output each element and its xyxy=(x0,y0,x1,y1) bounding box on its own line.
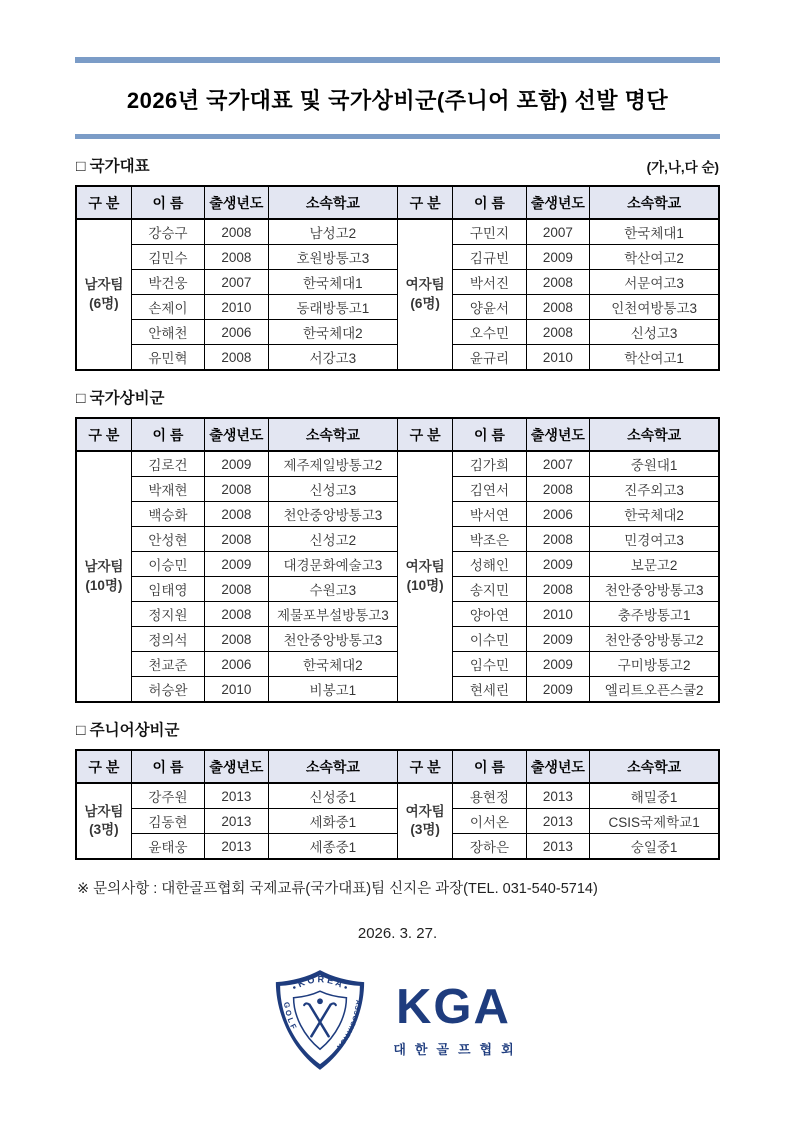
player-name-cell: 김로건 xyxy=(131,451,204,477)
player-name-cell: 백승화 xyxy=(131,502,204,527)
birth-year-cell: 2008 xyxy=(205,477,269,502)
birth-year-cell: 2013 xyxy=(205,809,269,834)
birth-year-cell: 2008 xyxy=(205,527,269,552)
school-cell: 한국체대1 xyxy=(268,270,397,295)
birth-year-cell: 2008 xyxy=(526,295,590,320)
school-cell: 엘리트오픈스쿨2 xyxy=(590,677,719,703)
section-title: □ 주니어상비군 xyxy=(76,722,180,739)
player-name-cell: 임태영 xyxy=(131,577,204,602)
school-cell: 중원대1 xyxy=(590,451,719,477)
column-header: 출생년도 xyxy=(205,418,269,451)
top-rule xyxy=(75,57,720,63)
player-name-cell: 천교준 xyxy=(131,652,204,677)
player-name-cell: 강주원 xyxy=(131,783,204,809)
player-name-cell: 정의석 xyxy=(131,627,204,652)
column-header: 소속학교 xyxy=(590,750,719,783)
sort-order-note: (가,나,다 순) xyxy=(646,160,719,175)
school-cell: 충주방통고1 xyxy=(590,602,719,627)
school-cell: 학산여고2 xyxy=(590,245,719,270)
team-group-cell xyxy=(76,451,131,702)
column-header: 출생년도 xyxy=(526,186,590,219)
school-cell: CSIS국제학교1 xyxy=(590,809,719,834)
birth-year-cell: 2008 xyxy=(526,270,590,295)
birth-year-cell: 2010 xyxy=(526,602,590,627)
school-cell: 신성중1 xyxy=(268,783,397,809)
birth-year-cell: 2013 xyxy=(205,783,269,809)
birth-year-cell: 2007 xyxy=(526,451,590,477)
player-name-cell: 허승완 xyxy=(131,677,204,703)
school-cell: 한국체대1 xyxy=(590,219,719,245)
school-cell: 신성고3 xyxy=(268,477,397,502)
player-name-cell: 강승구 xyxy=(131,219,204,245)
title-rule xyxy=(75,134,720,139)
roster-row xyxy=(76,783,719,809)
section-title: □ 국가상비군 xyxy=(76,390,165,407)
player-name-cell: 이서온 xyxy=(453,809,526,834)
team-label: 남자팀 xyxy=(84,559,124,575)
birth-year-cell: 2013 xyxy=(526,783,590,809)
team-group-cell xyxy=(76,219,131,370)
birth-year-cell: 2009 xyxy=(526,552,590,577)
shield-text-association: ASSOCIATION xyxy=(334,999,362,1051)
school-cell: 신성고2 xyxy=(268,527,397,552)
team-group-cell xyxy=(397,783,452,859)
national-team-table xyxy=(75,185,720,371)
player-name-cell: 김동현 xyxy=(131,809,204,834)
section-head-national-reserve xyxy=(76,386,719,408)
player-name-cell: 박서진 xyxy=(453,270,526,295)
birth-year-cell: 2009 xyxy=(205,451,269,477)
team-group-cell xyxy=(397,219,452,370)
column-header: 구 분 xyxy=(76,750,131,783)
birth-year-cell: 2010 xyxy=(205,677,269,703)
kga-wordmark xyxy=(384,979,523,1058)
table-header-row xyxy=(76,418,719,451)
column-header: 이 름 xyxy=(131,186,204,219)
column-header: 출생년도 xyxy=(205,750,269,783)
table-header-row xyxy=(76,750,719,783)
table-header-row xyxy=(76,186,719,219)
column-header: 구 분 xyxy=(76,186,131,219)
birth-year-cell: 2008 xyxy=(526,477,590,502)
school-cell: 진주외고3 xyxy=(590,477,719,502)
school-cell: 제물포부설방통고3 xyxy=(268,602,397,627)
column-header: 출생년도 xyxy=(205,186,269,219)
birth-year-cell: 2007 xyxy=(526,219,590,245)
school-cell: 호원방통고3 xyxy=(268,245,397,270)
national-reserve-table xyxy=(75,417,720,703)
player-name-cell: 임수민 xyxy=(453,652,526,677)
team-label: 남자팀 xyxy=(84,803,124,819)
player-name-cell: 정지원 xyxy=(131,602,204,627)
school-cell: 구미방통고2 xyxy=(590,652,719,677)
team-count: (10명) xyxy=(406,577,444,593)
birth-year-cell: 2008 xyxy=(205,345,269,371)
birth-year-cell: 2013 xyxy=(526,809,590,834)
column-header: 이 름 xyxy=(453,750,526,783)
birth-year-cell: 2008 xyxy=(205,577,269,602)
school-cell: 천안중앙방통고2 xyxy=(590,627,719,652)
team-group-cell xyxy=(397,451,452,702)
player-name-cell: 박조은 xyxy=(453,527,526,552)
column-header: 이 름 xyxy=(453,186,526,219)
school-cell: 민경여고3 xyxy=(590,527,719,552)
school-cell: 한국체대2 xyxy=(268,652,397,677)
school-cell: 세화중1 xyxy=(268,809,397,834)
player-name-cell: 김가희 xyxy=(453,451,526,477)
birth-year-cell: 2008 xyxy=(526,577,590,602)
kga-org-name: 대한골프협회 xyxy=(393,1041,523,1057)
player-name-cell: 현세린 xyxy=(453,677,526,703)
birth-year-cell: 2013 xyxy=(205,834,269,860)
column-header: 소속학교 xyxy=(590,418,719,451)
document-date: 2026. 3. 27. xyxy=(357,925,438,942)
player-name-cell: 구민지 xyxy=(453,219,526,245)
player-name-cell: 유민혁 xyxy=(131,345,204,371)
school-cell: 숭일중1 xyxy=(590,834,719,860)
player-name-cell: 이수민 xyxy=(453,627,526,652)
player-name-cell: 송지민 xyxy=(453,577,526,602)
column-header: 소속학교 xyxy=(268,750,397,783)
team-group-cell xyxy=(76,783,131,859)
player-name-cell: 이승민 xyxy=(131,552,204,577)
player-name-cell: 성해인 xyxy=(453,552,526,577)
player-name-cell: 김규빈 xyxy=(453,245,526,270)
school-cell: 신성고3 xyxy=(590,320,719,345)
section-head-junior-reserve xyxy=(76,718,719,740)
player-name-cell: 윤태웅 xyxy=(131,834,204,860)
column-header: 이 름 xyxy=(131,418,204,451)
team-label: 여자팀 xyxy=(405,277,445,293)
junior-reserve-table xyxy=(75,749,720,860)
birth-year-cell: 2008 xyxy=(526,320,590,345)
player-name-cell: 손제이 xyxy=(131,295,204,320)
team-count: (3명) xyxy=(410,822,440,837)
school-cell: 서문여고3 xyxy=(590,270,719,295)
player-name-cell: 안성현 xyxy=(131,527,204,552)
page-title: 2026년 국가대표 및 국가상비군(주니어 포함) 선발 명단 xyxy=(126,88,669,113)
shield-text-golf: GOLF xyxy=(282,1001,300,1033)
birth-year-cell: 2008 xyxy=(205,219,269,245)
school-cell: 한국체대2 xyxy=(590,502,719,527)
column-header: 구 분 xyxy=(397,186,452,219)
birth-year-cell: 2010 xyxy=(205,295,269,320)
shield-text-korea: • K O R E A • xyxy=(290,974,351,993)
school-cell: 인천여방통고3 xyxy=(590,295,719,320)
birth-year-cell: 2008 xyxy=(526,527,590,552)
player-name-cell: 장하은 xyxy=(453,834,526,860)
column-header: 이 름 xyxy=(453,418,526,451)
column-header: 이 름 xyxy=(131,750,204,783)
column-header: 구 분 xyxy=(76,418,131,451)
birth-year-cell: 2009 xyxy=(205,552,269,577)
birth-year-cell: 2013 xyxy=(526,834,590,860)
contact-note: ※ 문의사항 : 대한골프협회 국제교류(국가대표)팀 신지은 과장(TEL. 031-540-5714) xyxy=(77,881,598,897)
birth-year-cell: 2006 xyxy=(526,502,590,527)
school-cell: 천안중앙방통고3 xyxy=(268,627,397,652)
roster-row xyxy=(76,219,719,245)
player-name-cell: 양아연 xyxy=(453,602,526,627)
school-cell: 제주제일방통고2 xyxy=(268,451,397,477)
birth-year-cell: 2009 xyxy=(526,627,590,652)
golf-ball-icon xyxy=(317,998,323,1004)
birth-year-cell: 2008 xyxy=(205,502,269,527)
school-cell: 동래방통고1 xyxy=(268,295,397,320)
player-name-cell: 용현정 xyxy=(453,783,526,809)
column-header: 출생년도 xyxy=(526,750,590,783)
school-cell: 수원고3 xyxy=(268,577,397,602)
birth-year-cell: 2008 xyxy=(205,627,269,652)
birth-year-cell: 2009 xyxy=(526,677,590,703)
birth-year-cell: 2006 xyxy=(205,320,269,345)
section-head-national-team xyxy=(76,154,719,176)
column-header: 구 분 xyxy=(397,750,452,783)
column-header: 소속학교 xyxy=(268,418,397,451)
school-cell: 세종중1 xyxy=(268,834,397,860)
school-cell: 남성고2 xyxy=(268,219,397,245)
birth-year-cell: 2009 xyxy=(526,245,590,270)
team-count: (6명) xyxy=(410,295,440,311)
player-name-cell: 박서연 xyxy=(453,502,526,527)
player-name-cell: 오수민 xyxy=(453,320,526,345)
player-name-cell: 김연서 xyxy=(453,477,526,502)
school-cell: 해밀중1 xyxy=(590,783,719,809)
kga-shield-icon xyxy=(272,968,368,1072)
kga-logo xyxy=(75,968,720,1072)
section-title: □ 국가대표 xyxy=(76,158,150,175)
school-cell: 대경문화예술고3 xyxy=(268,552,397,577)
birth-year-cell: 2006 xyxy=(205,652,269,677)
kga-acronym: KGA xyxy=(396,979,511,1034)
school-cell: 천안중앙방통고3 xyxy=(268,502,397,527)
team-label: 남자팀 xyxy=(84,277,124,293)
school-cell: 서강고3 xyxy=(268,345,397,371)
column-header: 소속학교 xyxy=(590,186,719,219)
player-name-cell: 양윤서 xyxy=(453,295,526,320)
school-cell: 학산여고1 xyxy=(590,345,719,371)
team-count: (10명) xyxy=(85,577,123,593)
player-name-cell: 김민수 xyxy=(131,245,204,270)
player-name-cell: 윤규리 xyxy=(453,345,526,371)
birth-year-cell: 2007 xyxy=(205,270,269,295)
team-count: (3명) xyxy=(89,822,119,837)
column-header: 소속학교 xyxy=(268,186,397,219)
player-name-cell: 박건웅 xyxy=(131,270,204,295)
column-header: 구 분 xyxy=(397,418,452,451)
roster-row xyxy=(76,451,719,477)
birth-year-cell: 2008 xyxy=(205,245,269,270)
birth-year-cell: 2008 xyxy=(205,602,269,627)
player-name-cell: 안해천 xyxy=(131,320,204,345)
team-count: (6명) xyxy=(89,295,119,311)
player-name-cell: 박재현 xyxy=(131,477,204,502)
column-header: 출생년도 xyxy=(526,418,590,451)
school-cell: 비봉고1 xyxy=(268,677,397,703)
school-cell: 보문고2 xyxy=(590,552,719,577)
team-label: 여자팀 xyxy=(405,559,445,575)
birth-year-cell: 2010 xyxy=(526,345,590,371)
birth-year-cell: 2009 xyxy=(526,652,590,677)
school-cell: 천안중앙방통고3 xyxy=(590,577,719,602)
school-cell: 한국체대2 xyxy=(268,320,397,345)
team-label: 여자팀 xyxy=(405,803,445,819)
